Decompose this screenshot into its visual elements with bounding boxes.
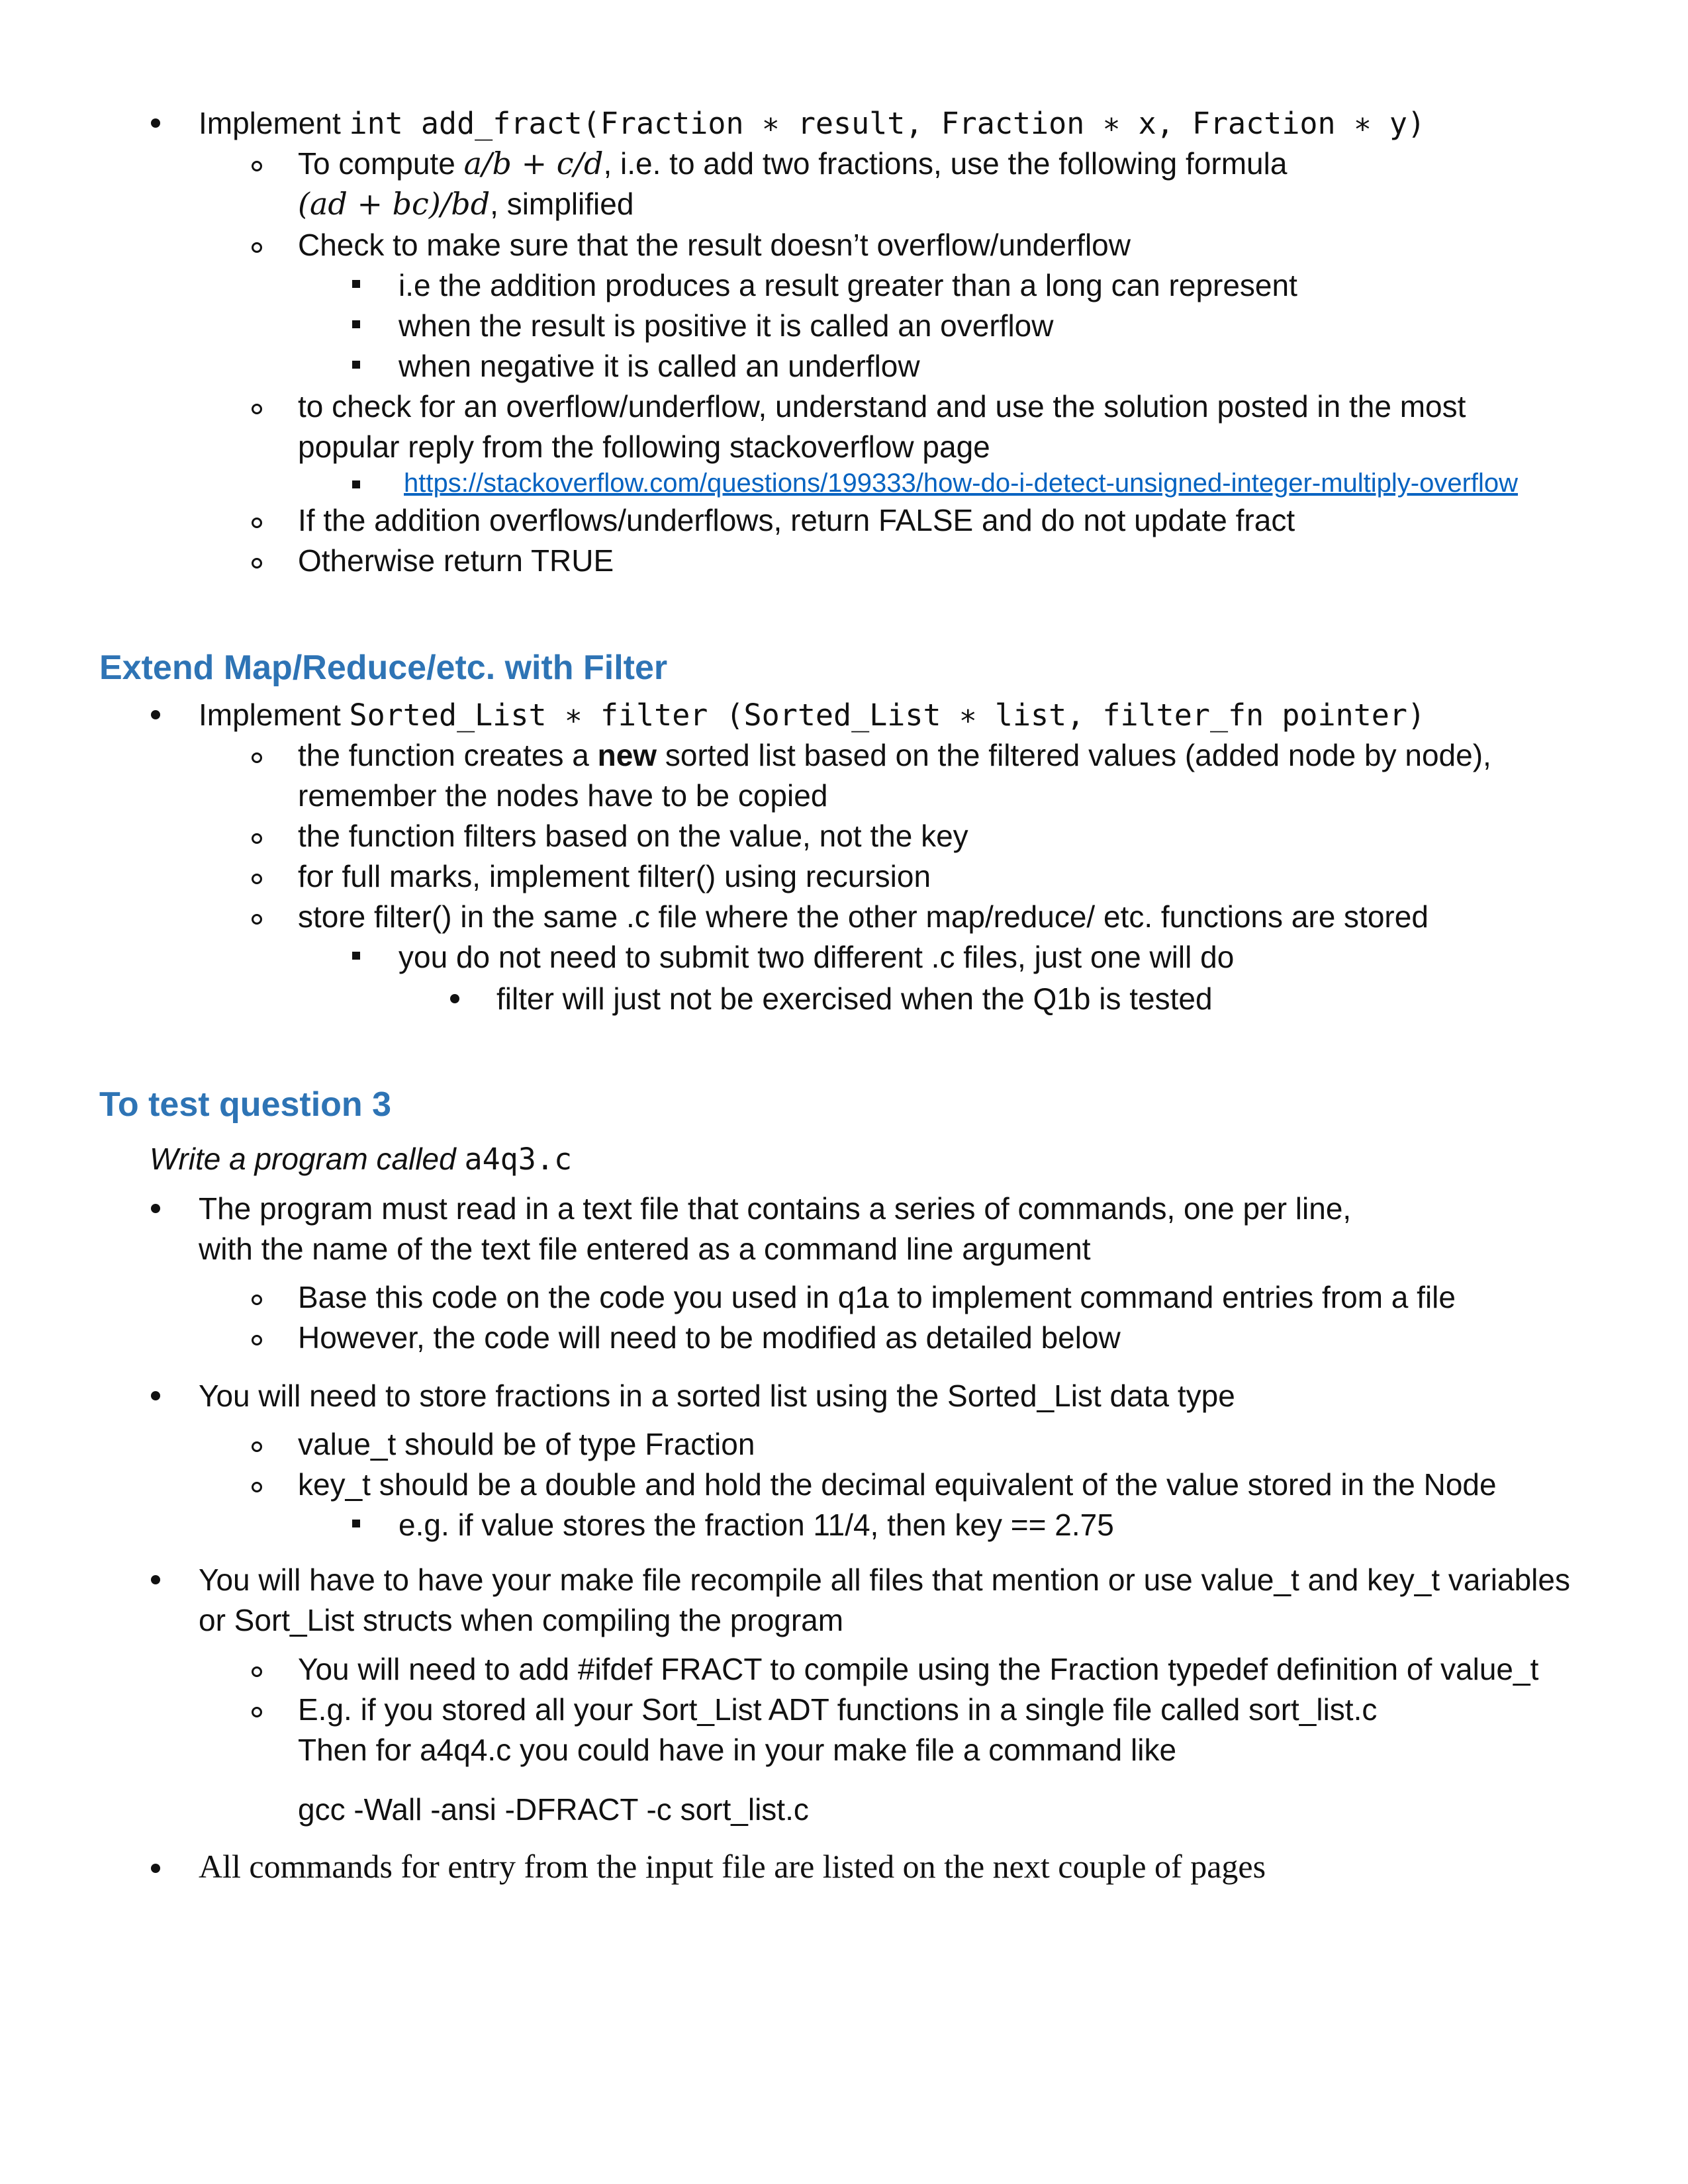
check-overflow-text: Check to make sure that the result doesn’t overflow/underflow xyxy=(298,228,1131,262)
compute-line xyxy=(298,145,1287,182)
read-file-text-1: The program must read in a text file that contains a series of commands, one per line, xyxy=(199,1191,1352,1226)
copied-text: remember the nodes have to be copied xyxy=(298,778,828,813)
make-file-text-1: You will have to have your make file recompile all files that mention or use value_t and key_t variables xyxy=(199,1563,1570,1597)
creates-text-post: sorted list based on the filtered values (added node by node), xyxy=(657,738,1491,772)
bullet-circle xyxy=(252,1666,262,1677)
bullet-circle xyxy=(252,1482,262,1492)
implement-label: Implement xyxy=(199,106,350,140)
base-code-text: Base this code on the code you used in q1a to implement command entries from a file xyxy=(298,1280,1456,1314)
filter-not-exercised-text: filter will just not be exercised when the Q1b is tested xyxy=(496,981,1213,1016)
gcc-command-text: gcc -Wall -ansi -DFRACT -c sort_list.c xyxy=(298,1792,809,1827)
bullet-circle xyxy=(252,404,262,414)
bullet-circle xyxy=(252,558,262,569)
section-heading-filter: Extend Map/Reduce/etc. with Filter xyxy=(99,649,668,687)
add-fract-signature: int add_fract(Fraction ∗ result, Fraction ∗ x, Fraction ∗ y) xyxy=(349,106,1426,141)
creates-text: the function creates a xyxy=(298,738,598,772)
compute-math: a/b + c/d xyxy=(463,146,604,181)
bullet-square xyxy=(352,320,360,328)
filter-signature-line xyxy=(199,696,1425,734)
bullet-circle xyxy=(252,242,262,253)
bullet-square xyxy=(352,952,360,960)
value-t-text: value_t should be of type Fraction xyxy=(298,1427,755,1461)
example-key-text: e.g. if value stores the fraction 11/4, then key == 2.75 xyxy=(399,1508,1114,1542)
make-file-text-2: or Sort_List structs when compiling the program xyxy=(199,1603,844,1637)
bullet-dot xyxy=(151,710,160,719)
if-overflow-text: If the addition overflows/underflows, return FALSE and do not update fract xyxy=(298,503,1295,537)
filter-signature: Sorted_List ∗ filter (Sorted_List ∗ list, filter_fn pointer) xyxy=(349,698,1426,733)
bullet-dot xyxy=(151,1204,160,1213)
compute-text: To compute xyxy=(298,146,464,181)
new-emphasis: new xyxy=(597,738,657,772)
no-submit-text: you do not need to submit two different .c files, just one will do xyxy=(399,940,1235,974)
bullet-square xyxy=(352,361,360,369)
stackoverflow-link[interactable]: https://stackoverflow.com/questions/199333/how-do-i-detect-unsigned-integer-multiply-overflow xyxy=(404,469,1519,498)
creates-new-line xyxy=(298,737,1491,774)
bullet-dot xyxy=(151,1575,160,1584)
filters-value-text: the function filters based on the value, not the key xyxy=(298,819,968,853)
sub-overflow-text: when the result is positive it is called an overflow xyxy=(399,308,1054,343)
bullet-circle xyxy=(252,833,262,844)
store-filter-text: store filter() in the same .c file where the other map/reduce/ etc. functions are stored xyxy=(298,899,1429,934)
bullet-circle xyxy=(252,518,262,528)
example-sort-list-text: E.g. if you stored all your Sort_List ADT functions in a single file called sort_list.c xyxy=(298,1692,1378,1727)
bullet-circle xyxy=(252,1707,262,1717)
bullet-dot xyxy=(450,994,459,1003)
program-filename: a4q3.c xyxy=(464,1142,573,1177)
section-heading-test-q3: To test question 3 xyxy=(99,1085,392,1124)
store-fractions-text: You will need to store fractions in a sorted list using the Sorted_List data type xyxy=(199,1379,1235,1413)
bullet-dot xyxy=(151,118,160,128)
then-a4q4-text: Then for a4q4.c you could have in your make file a command like xyxy=(298,1733,1177,1767)
implement-label: Implement xyxy=(199,698,350,732)
sub-ie-text: i.e the addition produces a result greater than a long can represent xyxy=(399,268,1297,302)
add-fract-signature-line xyxy=(199,105,1425,142)
bullet-circle xyxy=(252,1441,262,1452)
ifdef-text: You will need to add #ifdef FRACT to compile using the Fraction typedef definition of value_t xyxy=(298,1652,1539,1686)
formula-line xyxy=(298,185,633,222)
key-t-text: key_t should be a double and hold the decimal equivalent of the value stored in the Node xyxy=(298,1467,1497,1502)
write-program-line xyxy=(150,1140,572,1178)
read-file-text-2: with the name of the text file entered as a command line argument xyxy=(199,1232,1091,1266)
however-text: However, the code will need to be modified as detailed below xyxy=(298,1320,1121,1355)
bullet-circle xyxy=(252,752,262,763)
to-check-text-2: popular reply from the following stackoverflow page xyxy=(298,430,990,464)
formula-text: , simplified xyxy=(490,187,634,221)
write-program-text: Write a program called xyxy=(150,1142,465,1176)
bullet-circle xyxy=(252,874,262,884)
bullet-circle xyxy=(252,1295,262,1305)
sub-underflow-text: when negative it is called an underflow xyxy=(399,349,920,383)
bullet-dot xyxy=(151,1864,160,1873)
bullet-square xyxy=(352,480,360,488)
otherwise-text: Otherwise return TRUE xyxy=(298,543,614,578)
bullet-circle xyxy=(252,161,262,171)
bullet-square xyxy=(352,280,360,288)
bullet-circle xyxy=(252,914,262,925)
formula-math: (ad + bc)/bd xyxy=(298,186,491,222)
compute-text-post: , i.e. to add two fractions, use the following formula xyxy=(603,146,1288,181)
bullet-circle xyxy=(252,1335,262,1345)
all-commands-text: All commands for entry from the input file are listed on the next couple of pages xyxy=(199,1848,1266,1885)
bullet-dot xyxy=(151,1391,160,1400)
bullet-square xyxy=(352,1520,360,1527)
to-check-text-1: to check for an overflow/underflow, understand and use the solution posted in the most xyxy=(298,389,1466,424)
full-marks-text: for full marks, implement filter() using recursion xyxy=(298,859,931,893)
